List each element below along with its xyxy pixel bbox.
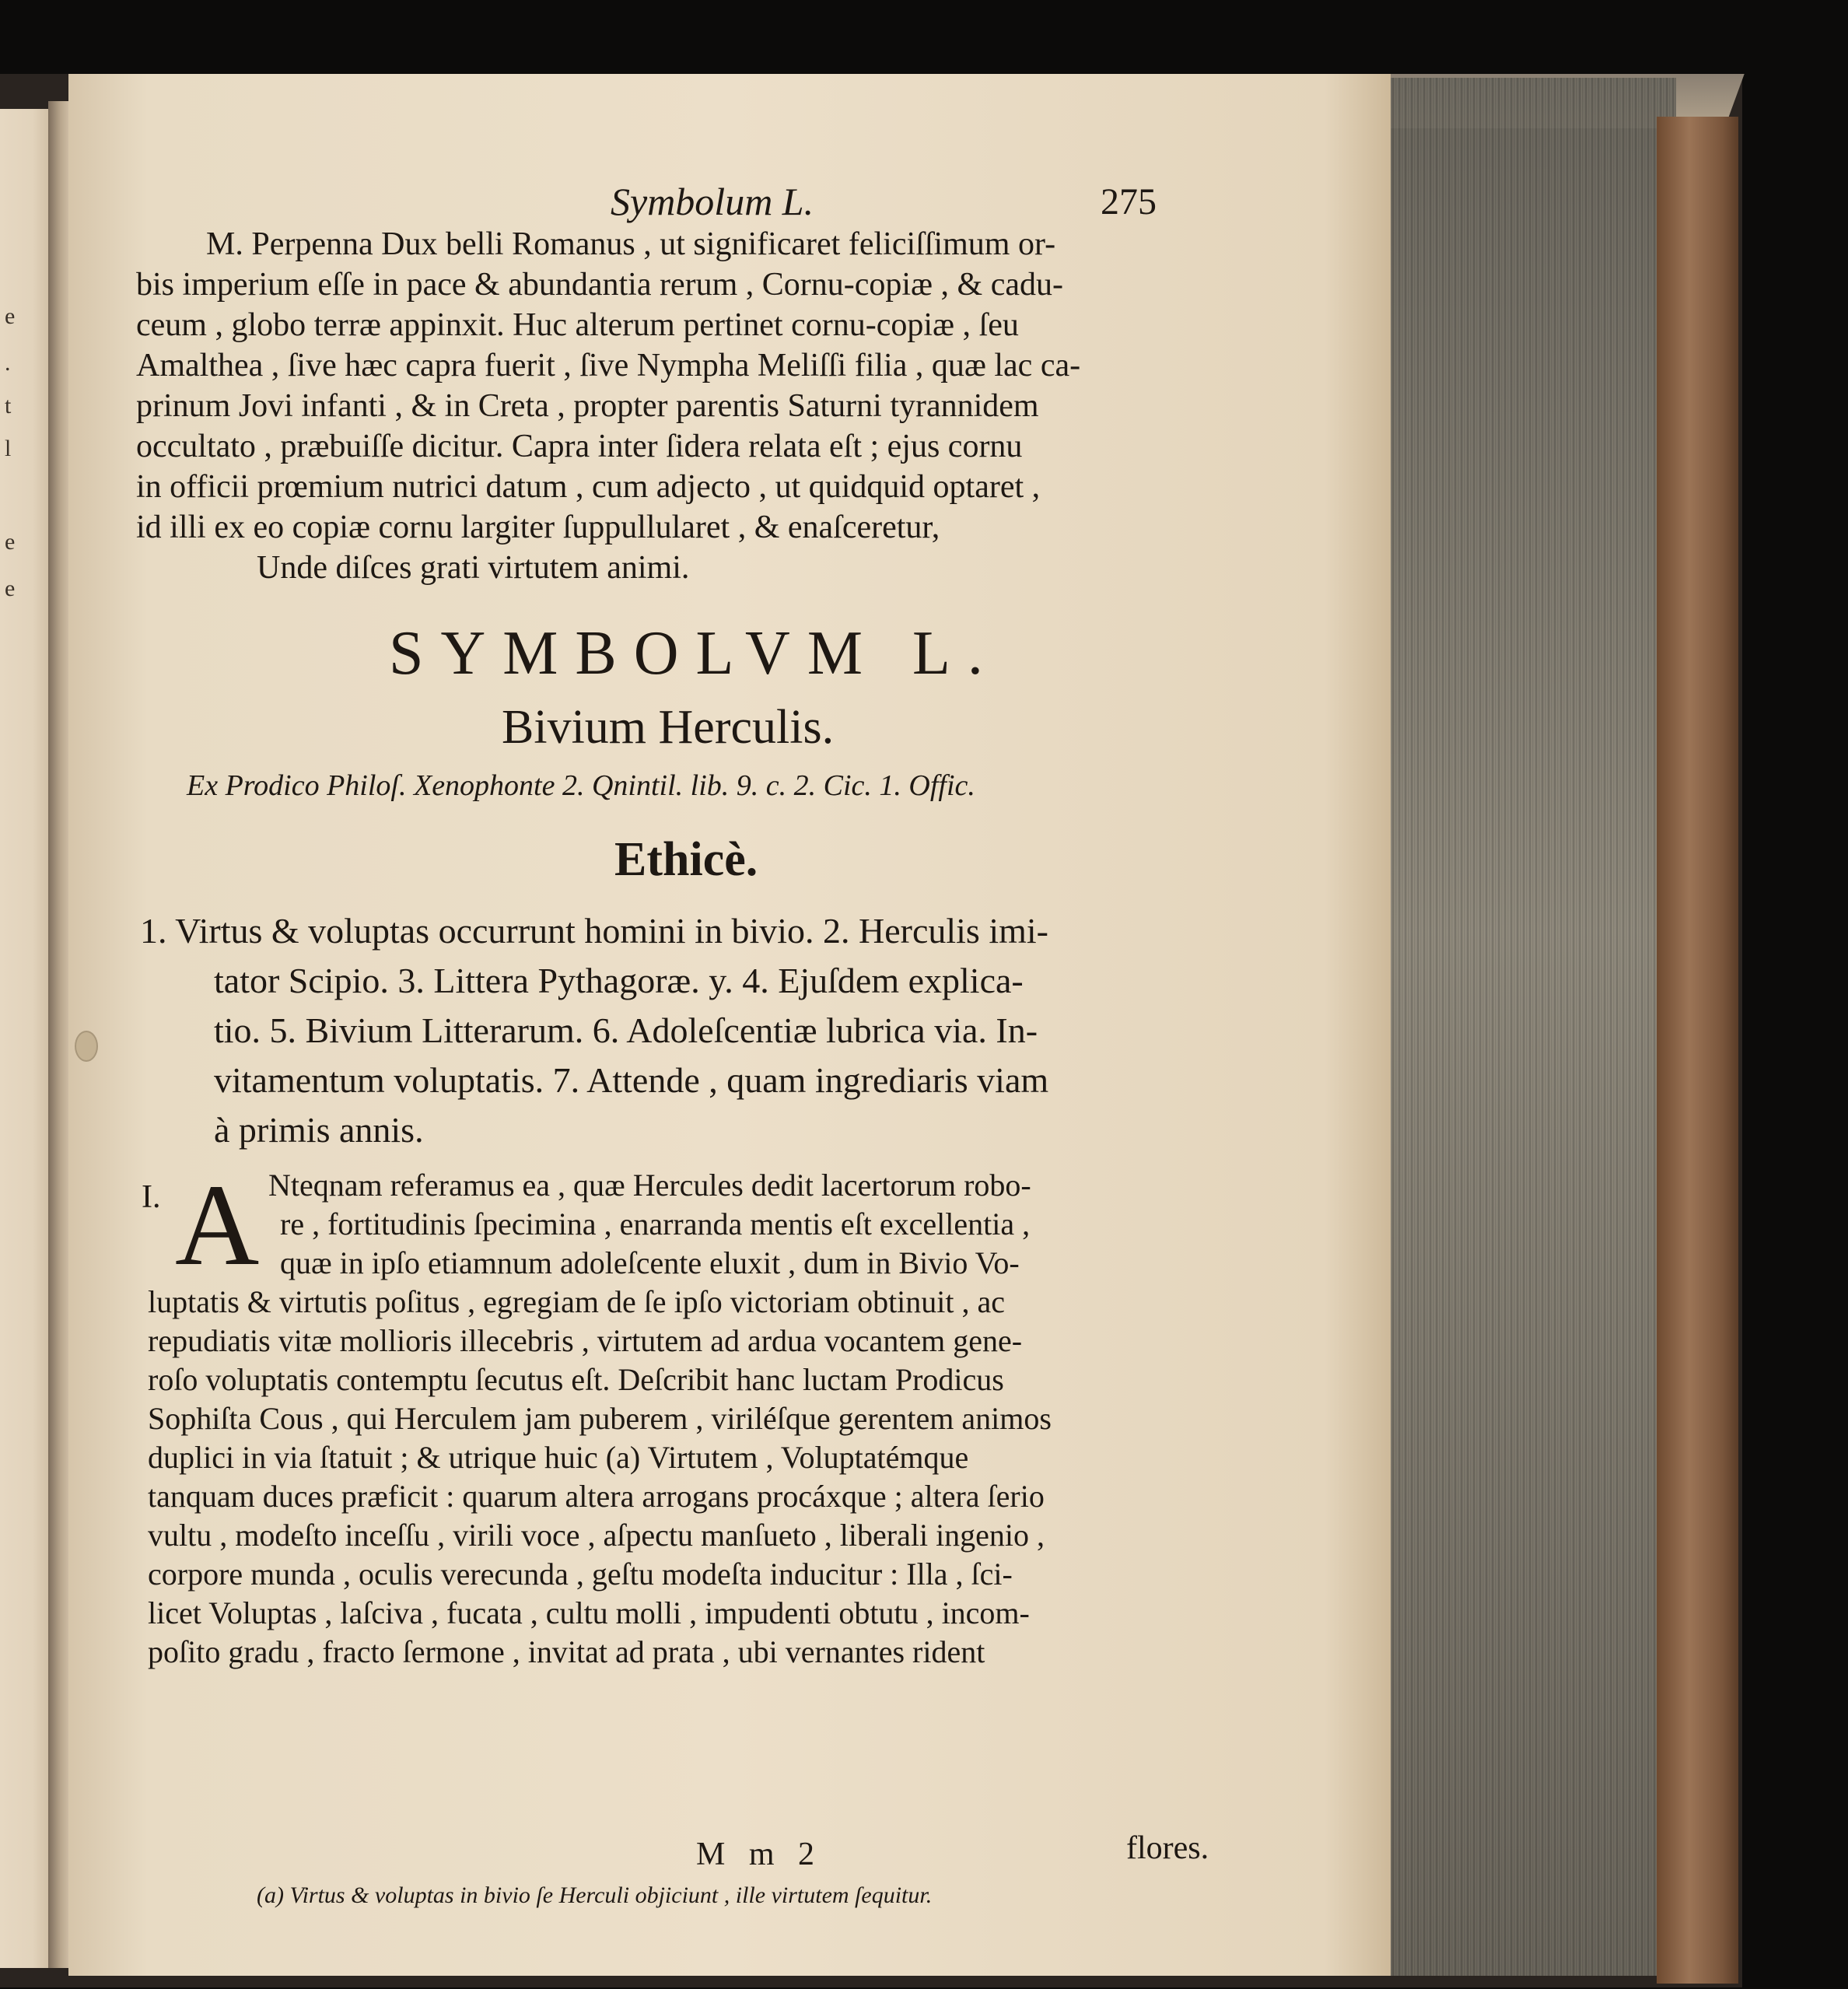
text-line: Nteqnam referamus ea , quæ Hercules dedit lacertorum robo- bbox=[268, 1168, 1031, 1203]
text-line: Amalthea , ſive hæc capra fuerit , ſive Nympha Meliſſi filia , quæ lac ca- bbox=[136, 348, 1081, 383]
symbol-heading: SYMBOLVM L. bbox=[389, 619, 1000, 688]
left-page-fragment: t bbox=[5, 393, 12, 418]
text-line: tanquam duces præficit : quarum altera arrogans procáxque ; altera ſerio bbox=[148, 1479, 1045, 1514]
text-line: Sophiſta Cous , qui Herculem jam puberem , viriléſque gerentem animos bbox=[148, 1401, 1052, 1436]
text-line: prinum Jovi infanti , & in Creta , propter parentis Saturni tyrannidem bbox=[136, 388, 1039, 424]
catchword: flores. bbox=[1126, 1830, 1209, 1866]
signature-mark: M m 2 bbox=[696, 1837, 823, 1872]
symbol-subtitle: Bivium Herculis. bbox=[502, 701, 835, 754]
text-line: luptatis & virtutis poſitus , egregiam de ſe ipſo victoriam obtinuit , ac bbox=[148, 1284, 1006, 1319]
text-line: in officii prœmium nutrici datum , cum adjecto , ut quidquid optaret , bbox=[136, 469, 1041, 505]
left-page-fragment: e bbox=[5, 576, 16, 601]
left-page-fragment: . bbox=[5, 350, 11, 376]
text-line: re , fortitudinis ſpecimina , enarranda mentis eſt excellentia , bbox=[280, 1206, 1031, 1241]
text-line: Unde diſces grati virtutem animi. bbox=[257, 550, 690, 586]
summary-line: tator Scipio. 3. Littera Pythagoræ. y. 4. Ejuſdem explica- bbox=[214, 961, 1024, 1000]
summary-line: à primis annis. bbox=[214, 1110, 424, 1150]
section-number: I. bbox=[142, 1179, 161, 1215]
footnote: (a) Virtus & voluptas in bivio ſe Herculi objiciunt , ille virtutem ſequitur. bbox=[257, 1882, 933, 1908]
text-line: bis imperium eſſe in pace & abundantia rerum , Cornu-copiæ , & cadu- bbox=[136, 267, 1063, 303]
left-page-edge bbox=[0, 109, 54, 1968]
section-heading: Ethicè. bbox=[614, 833, 758, 886]
running-title: Symbolum L. bbox=[611, 180, 814, 223]
source-citation: Ex Prodico Philoſ. Xenophonte 2. Qnintil. lib. 9. c. 2. Cic. 1. Offic. bbox=[187, 769, 975, 802]
text-line: vultu , modeſto inceſſu , virili voce , aſpectu manſueto , liberali ingenio , bbox=[148, 1518, 1045, 1553]
left-page-fragment: e bbox=[5, 303, 16, 329]
book-cover bbox=[1657, 117, 1738, 1984]
text-line: quæ in ipſo etiamnum adoleſcente eluxit , dum in Bivio Vo- bbox=[280, 1245, 1020, 1280]
paper-hole bbox=[75, 1031, 98, 1062]
page-block-edges bbox=[1377, 78, 1676, 1976]
summary-line: tio. 5. Bivium Litterarum. 6. Adoleſcentiæ lubrica via. In- bbox=[214, 1010, 1038, 1050]
text-line: M. Perpenna Dux belli Romanus , ut significaret feliciſſimum or- bbox=[206, 226, 1056, 262]
text-line: licet Voluptas , laſciva , fucata , cultu molli , impudenti obtutu , incom- bbox=[148, 1595, 1030, 1630]
page-number: 275 bbox=[1101, 181, 1157, 222]
left-page-fragment: e bbox=[5, 529, 16, 555]
text-line: poſito gradu , fracto ſermone , invitat ad prata , ubi vernantes rident bbox=[148, 1634, 985, 1669]
text-line: duplici in via ſtatuit ; & utrique huic (a) Virtutem , Voluptatémque bbox=[148, 1440, 969, 1475]
text-line: repudiatis vitæ mollioris illecebris , virtutem ad ardua vocantem gene- bbox=[148, 1323, 1023, 1358]
text-line: ceum , globo terræ appinxit. Huc alterum pertinet cornu-copiæ , ſeu bbox=[136, 307, 1019, 343]
text-line: occultato , præbuiſſe dicitur. Capra inter ſidera relata eſt ; ejus cornu bbox=[136, 429, 1023, 464]
text-line: id illi ex eo copiæ cornu largiter ſuppullularet , & enaſceretur, bbox=[136, 510, 940, 545]
summary-line: 1. Virtus & voluptas occurrunt homini in bivio. 2. Herculis imi- bbox=[140, 911, 1048, 951]
text-line: roſo voluptatis contemptu ſecutus eſt. Deſcribit hanc luctam Prodicus bbox=[148, 1362, 1004, 1397]
text-line: corpore munda , oculis verecunda , geſtu modeſta inducitur : Illa , ſci- bbox=[148, 1557, 1013, 1592]
summary-line: vitamentum voluptatis. 7. Attende , quam ingrediaris viam bbox=[214, 1060, 1049, 1100]
drop-cap: A bbox=[175, 1161, 260, 1290]
left-page-fragment: l bbox=[5, 436, 12, 461]
